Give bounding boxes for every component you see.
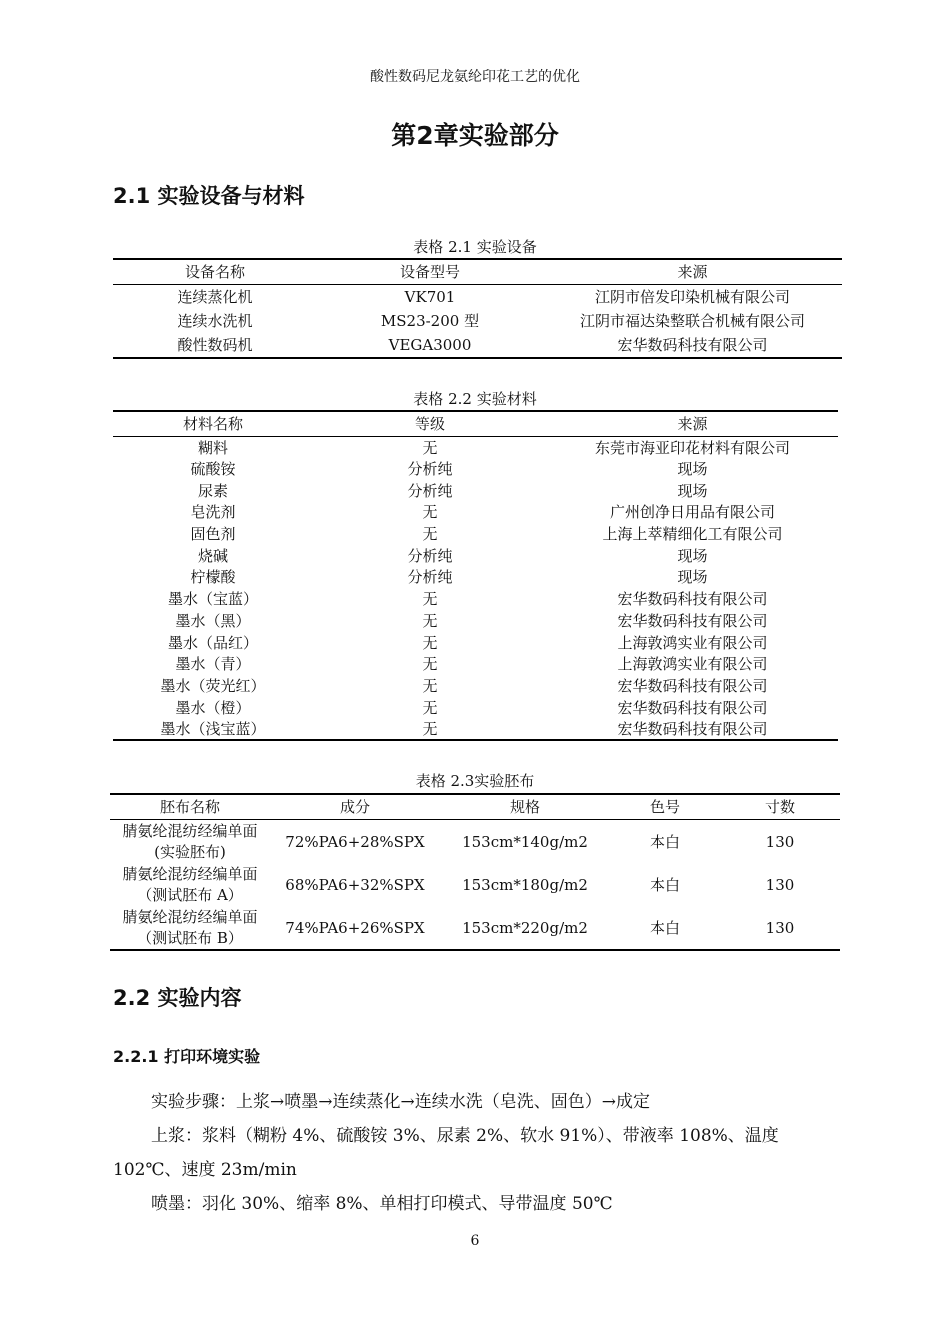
table-row bbox=[113, 334, 842, 359]
materials-table bbox=[113, 410, 838, 741]
table1-caption: 表格 2.1 实验设备 bbox=[413, 238, 537, 256]
table-row bbox=[113, 567, 838, 589]
table-row bbox=[113, 718, 838, 740]
table3-caption: 表格 2.3实验胚布 bbox=[415, 772, 535, 790]
section-heading-2-2: 2.2 实验内容 bbox=[113, 986, 242, 1010]
table-cell: 现场 bbox=[677, 568, 708, 587]
table-row bbox=[113, 653, 838, 675]
table-cell: VK701 bbox=[404, 288, 456, 306]
table-cell: 本白 bbox=[649, 918, 680, 937]
table-cell: 无 bbox=[422, 655, 438, 674]
table-cell: 上海敦鸿实业有限公司 bbox=[617, 633, 768, 652]
table-cell: 糊料 bbox=[197, 438, 228, 457]
table-cell: 酸性数码机 bbox=[177, 336, 253, 355]
table-cell: 江阴市福达染整联合机械有限公司 bbox=[579, 312, 805, 331]
table-cell: 腈氨纶混纺经编单面（测试胚布 B） bbox=[122, 907, 258, 947]
table-cell: 宏华数码科技有限公司 bbox=[617, 676, 768, 695]
column-header: 等级 bbox=[313, 411, 547, 437]
chapter-title: 第2章实验部分 bbox=[391, 121, 559, 150]
table-cell: 153cm*180g/m2 bbox=[462, 875, 588, 894]
table-cell: 现场 bbox=[677, 481, 708, 500]
table-cell: 墨水（青） bbox=[175, 655, 251, 674]
table-cell: 无 bbox=[422, 590, 438, 609]
table-cell: 130 bbox=[765, 875, 795, 894]
table-cell: 固色剂 bbox=[190, 525, 236, 544]
table-row bbox=[113, 502, 838, 524]
equipment-table bbox=[113, 258, 842, 359]
table-row bbox=[110, 907, 840, 951]
table-header-row bbox=[113, 411, 838, 437]
table-cell: 宏华数码科技有限公司 bbox=[617, 698, 768, 717]
table-cell: 墨水（橙） bbox=[175, 698, 251, 717]
column-header: 成分 bbox=[270, 794, 440, 820]
table-row bbox=[110, 863, 840, 907]
table-cell: 上海上萃精细化工有限公司 bbox=[602, 525, 783, 544]
table-cell: 现场 bbox=[677, 460, 708, 479]
table-row bbox=[110, 820, 840, 864]
table-cell: 分析纯 bbox=[407, 481, 453, 500]
table-cell: 连续蒸化机 bbox=[177, 288, 253, 306]
table-cell: 上海敦鸿实业有限公司 bbox=[617, 655, 768, 674]
column-header: 设备名称 bbox=[113, 259, 317, 285]
table-cell: 分析纯 bbox=[407, 568, 453, 587]
table-cell: 本白 bbox=[649, 832, 680, 851]
table-row bbox=[113, 480, 838, 502]
column-header: 来源 bbox=[543, 259, 842, 285]
table-row bbox=[113, 632, 838, 654]
column-header: 设备型号 bbox=[317, 259, 543, 285]
table-cell: 分析纯 bbox=[407, 460, 453, 479]
table-row bbox=[113, 458, 838, 480]
table-cell: 无 bbox=[422, 633, 438, 652]
table-row bbox=[113, 697, 838, 719]
section-heading-2-1: 2.1 实验设备与材料 bbox=[113, 184, 305, 208]
table-cell: 现场 bbox=[677, 546, 708, 565]
table-cell: 尿素 bbox=[197, 481, 228, 500]
column-header: 材料名称 bbox=[113, 411, 313, 437]
running-header: 酸性数码尼龙氨纶印花工艺的优化 bbox=[370, 69, 580, 85]
table-cell: 东莞市海亚印花材料有限公司 bbox=[594, 438, 790, 457]
table-cell: 墨水（浅宝蓝） bbox=[160, 719, 266, 738]
table-row bbox=[113, 309, 842, 334]
table-cell: 皂洗剂 bbox=[190, 503, 236, 522]
column-header: 来源 bbox=[547, 411, 838, 437]
table-cell: 153cm*140g/m2 bbox=[462, 832, 588, 851]
column-header: 寸数 bbox=[720, 794, 840, 820]
table-cell: 墨水（黑） bbox=[175, 611, 251, 630]
table-cell: 柠檬酸 bbox=[190, 568, 236, 587]
column-header: 胚布名称 bbox=[110, 794, 270, 820]
table-cell: 连续水洗机 bbox=[177, 312, 253, 331]
table-cell: 153cm*220g/m2 bbox=[462, 918, 588, 937]
table-cell: 宏华数码科技有限公司 bbox=[617, 336, 768, 355]
table2-caption: 表格 2.2 实验材料 bbox=[413, 390, 537, 408]
table-row bbox=[113, 437, 838, 459]
table-cell: 无 bbox=[422, 698, 438, 717]
table-row bbox=[113, 675, 838, 697]
table-row bbox=[113, 523, 838, 545]
table-cell: 腈氨纶混纺经编单面(实验胚布) bbox=[122, 821, 258, 861]
column-header: 色号 bbox=[610, 794, 720, 820]
table-row bbox=[113, 588, 838, 610]
table-cell: 墨水（品红） bbox=[167, 633, 258, 652]
table-cell: 无 bbox=[422, 611, 438, 630]
paragraph: 喷墨：羽化 30%、缩率 8%、单相打印模式、导带温度 50℃ bbox=[151, 1194, 613, 1214]
paragraph: 实验步骤：上浆→喷墨→连续蒸化→连续水洗（皂洗、固色）→成定 bbox=[151, 1092, 650, 1112]
fabric-table bbox=[110, 793, 840, 951]
table-cell: 江阴市倍发印染机械有限公司 bbox=[594, 288, 790, 306]
table-cell: 墨水（荧光红） bbox=[160, 676, 266, 695]
table-cell: 无 bbox=[422, 503, 438, 522]
table-header-row bbox=[113, 259, 842, 285]
table-cell: 宏华数码科技有限公司 bbox=[617, 590, 768, 609]
table-cell: 本白 bbox=[649, 875, 680, 894]
column-header: 规格 bbox=[440, 794, 610, 820]
table-cell: 无 bbox=[422, 719, 438, 738]
page-number: 6 bbox=[470, 1233, 480, 1249]
table-cell: 分析纯 bbox=[407, 546, 453, 565]
table-cell: 无 bbox=[422, 676, 438, 695]
table-cell: 68%PA6+32%SPX bbox=[285, 875, 425, 894]
table-cell: 广州创净日用品有限公司 bbox=[609, 503, 775, 522]
table-cell: 无 bbox=[422, 525, 438, 544]
table-cell: 硫酸铵 bbox=[190, 460, 236, 479]
table-row bbox=[113, 545, 838, 567]
table-cell: MS23-200 型 bbox=[380, 312, 480, 331]
table-cell: 74%PA6+26%SPX bbox=[285, 918, 425, 937]
body-text bbox=[113, 1085, 843, 1221]
table-cell: 宏华数码科技有限公司 bbox=[617, 611, 768, 630]
subsection-heading-2-2-1: 2.2.1 打印环境实验 bbox=[113, 1047, 261, 1066]
table-row bbox=[113, 610, 838, 632]
table-cell: 130 bbox=[765, 832, 795, 851]
table-cell: 烧碱 bbox=[197, 546, 228, 565]
paragraph: 上浆：浆料（糊粉 4%、硫酸铵 3%、尿素 2%、软水 91%）、带液率 108%、温度 102℃、速度 23m/min bbox=[113, 1126, 779, 1180]
table-cell: 无 bbox=[422, 438, 438, 457]
table-cell: 72%PA6+28%SPX bbox=[285, 832, 425, 851]
table-cell: 腈氨纶混纺经编单面（测试胚布 A） bbox=[122, 864, 258, 904]
table-cell: 墨水（宝蓝） bbox=[167, 590, 258, 609]
table-row bbox=[113, 285, 842, 310]
table-cell: VEGA3000 bbox=[388, 336, 472, 355]
table-cell: 宏华数码科技有限公司 bbox=[617, 719, 768, 738]
table-header-row bbox=[110, 794, 840, 820]
table-cell: 130 bbox=[765, 918, 795, 937]
